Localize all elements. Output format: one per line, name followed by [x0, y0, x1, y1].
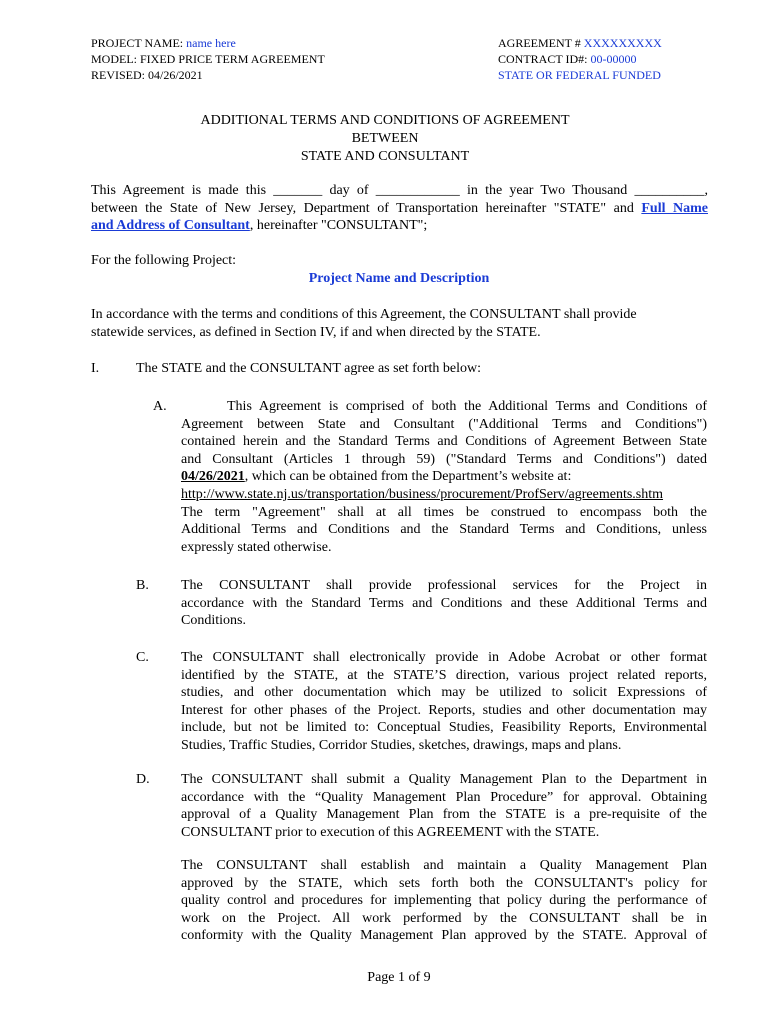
- item-a-line-2: Agreement between State and Consultant ("Additional Terms and Conditions"): [181, 416, 707, 432]
- intro-line-3: [91, 217, 427, 235]
- item-b-line-3: Conditions.: [181, 613, 246, 629]
- standard-terms-date: 04/26/2021: [181, 469, 245, 485]
- item-a-line-5-text: , which can be obtained from the Department’s website at:: [244, 469, 572, 485]
- item-d-para2-line-4: work on the Project. All work performed by the CONSULTANT shall be in: [181, 910, 707, 926]
- item-b-line-1: The CONSULTANT shall provide professional services for the Project in: [181, 578, 707, 593]
- item-d-line-1: The CONSULTANT shall submit a Quality Management Plan to the Department in: [181, 772, 707, 787]
- item-a-line-7: The term "Agreement" shall at all times be construed to encompass both the: [181, 504, 707, 520]
- item-c-label: C.: [136, 650, 149, 665]
- item-d-line-2: accordance with the “Quality Management Plan Procedure” for approval. Obtaining: [181, 789, 707, 805]
- contract-id-value: 00-00000: [590, 52, 637, 66]
- page-number: Page 1 of 9: [367, 970, 431, 985]
- project-name-line: [91, 35, 236, 51]
- intro-line-1: This Agreement is made this _______ day of ____________ in the year Two Thousand __________,: [91, 183, 708, 198]
- agreement-number-line: [498, 35, 662, 51]
- services-line-2: statewide services, as defined in Section IV, if and when directed by the STATE.: [91, 324, 541, 340]
- funding-line: STATE OR FEDERAL FUNDED: [498, 68, 661, 82]
- item-a-line-9: expressly stated otherwise.: [181, 539, 332, 555]
- agreement-number-label: AGREEMENT #: [498, 36, 581, 50]
- section-heading: The STATE and the CONSULTANT agree as set forth below:: [136, 361, 481, 376]
- item-c-line-3: studies, and other documentation which may be utilized to solicit Expressions of: [181, 685, 707, 701]
- revised-line: REVISED: 04/26/2021: [91, 68, 203, 82]
- item-a-line-3: contained herein and the Standard Terms and Conditions of Agreement Between State: [181, 434, 707, 450]
- intro-line-3-text: , hereinafter "CONSULTANT";: [249, 218, 428, 234]
- item-b-line-2: accordance with the Standard Terms and Conditions and these Additional Terms and: [181, 595, 707, 611]
- agreement-number-value: XXXXXXXXX: [583, 36, 662, 50]
- item-c-line-5: include, but not be limited to: Conceptual Studies, Feasibility Reports, Environmental: [181, 720, 707, 736]
- item-a-line-1: This Agreement is comprised of both the Additional Terms and Conditions of: [227, 399, 707, 414]
- item-a-line-5: [181, 468, 707, 486]
- project-label: For the following Project:: [91, 253, 237, 268]
- section-number: I.: [91, 361, 100, 376]
- project-name-description[interactable]: Project Name and Description: [308, 271, 490, 286]
- item-d-para2-line-1: The CONSULTANT shall establish and maintain a Quality Management Plan: [181, 858, 707, 873]
- item-d-para2-line-5: conformity with the Quality Management Plan approved by the STATE. Approval of: [181, 928, 707, 944]
- agreements-website-link[interactable]: http://www.state.nj.us/transportation/business/procurement/ProfServ/agreements.shtm: [181, 487, 664, 502]
- item-d-line-3: approval of a Quality Management Plan from the STATE is a pre-requisite of the: [181, 807, 707, 823]
- item-d-para2-line-2: approved by the STATE, which sets forth both the CONSULTANT's policy for: [181, 875, 707, 891]
- project-name-label: PROJECT NAME:: [91, 36, 184, 50]
- item-c-line-4: Interest for other phases of the Project. Reports, studies and other documentation may: [181, 702, 707, 718]
- item-a-line-8: Additional Terms and Conditions and the Standard Terms and Conditions, unless: [181, 522, 707, 538]
- consultant-address-field[interactable]: and Address of Consultant: [91, 218, 250, 234]
- item-c-line-2: identified by the STATE, at the STATE’S direction, various project related reports,: [181, 667, 707, 683]
- model-line: MODEL: FIXED PRICE TERM AGREEMENT: [91, 52, 325, 66]
- intro-line-2-text: between the State of New Jersey, Department of Transportation hereinafter "STATE" and: [91, 200, 642, 216]
- item-d-label: D.: [136, 772, 150, 787]
- item-a-label: A.: [153, 399, 167, 414]
- contract-id-label: CONTRACT ID#:: [498, 52, 588, 66]
- services-line-1: In accordance with the terms and conditions of this Agreement, the CONSULTANT shall provide: [91, 307, 637, 322]
- item-c-line-6: Studies, Traffic Studies, Corridor Studies, sketches, drawings, maps and plans.: [181, 738, 622, 753]
- title-line-2: BETWEEN: [351, 131, 419, 146]
- project-name-value: name here: [186, 36, 236, 50]
- title-line-3: STATE AND CONSULTANT: [300, 149, 470, 164]
- item-d-line-4: CONSULTANT prior to execution of this AGREEMENT with the STATE.: [181, 824, 600, 840]
- item-b-label: B.: [136, 578, 149, 593]
- item-a-line-4: and Consultant (Articles 1 through 59) ("Standard Terms and Conditions") dated: [181, 451, 707, 467]
- title-line-1: ADDITIONAL TERMS AND CONDITIONS OF AGREEMENT: [200, 113, 570, 128]
- item-c-line-1: The CONSULTANT shall electronically provide in Adobe Acrobat or other format: [181, 650, 707, 665]
- consultant-name-field[interactable]: Full Name: [641, 200, 708, 216]
- contract-id-line: [498, 51, 636, 67]
- intro-line-2: [91, 200, 708, 218]
- item-d-para2-line-3: quality control and procedures for implementing that policy during the performance of: [181, 893, 707, 909]
